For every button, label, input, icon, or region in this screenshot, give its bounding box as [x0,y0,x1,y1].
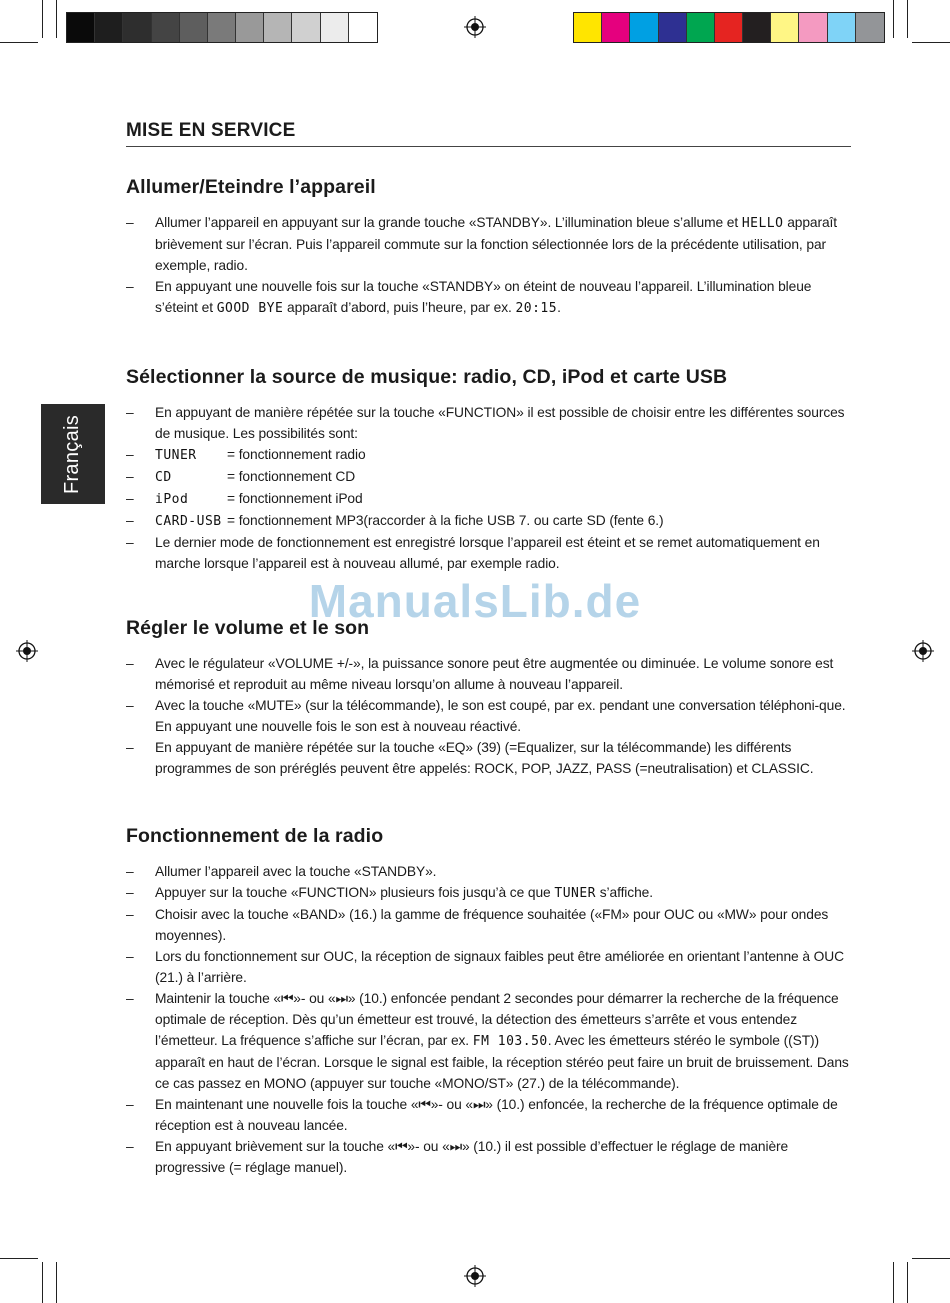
mode-desc: = fonctionnement CD [227,469,356,484]
section-source [126,366,851,574]
list-item: – En appuyant de manière répétée sur la touche «EQ» (39) (=Equalizer, sur la télécommande) les différents programmes de son préréglés peuvent être appelés: ROCK, POP, JAZZ, PASS (=neutralisation) et CLASSIC. [126,737,851,779]
crop-mark [0,42,38,43]
bullet-list [126,861,851,1178]
process-color-bar [573,12,885,43]
list-item [126,946,851,988]
list-item [126,988,851,1094]
bullet-list [126,402,851,574]
list-item [126,402,851,532]
bullet-list [126,212,851,319]
crop-mark [907,1262,908,1303]
color-swatch [180,13,208,42]
crop-mark [912,42,950,43]
section-heading: Fonctionnement de la radio [126,825,384,847]
color-swatch [828,13,856,42]
bullet-list [126,653,851,779]
color-swatch [715,13,743,42]
list-item [126,532,851,574]
color-swatch [67,13,95,42]
item-text: apparaît brièvement sur l’écran. Puis l’appareil commute sur la fonction sélectionnée lors de la précédente utilisation, par exemple, radio. [155,215,838,273]
section-heading: Allumer/Eteindre l’appareil [126,176,376,198]
mode-code: iPod [155,492,189,507]
grayscale-color-bar [66,12,378,43]
item-text: Maintenir la touche «⏮»- ou «⏭» (10.) enfoncée pendant 2 secondes pour démarrer la recherche de la fréquence optimale de réception. Dès qu’un émetteur est trouvé, la détection des émetteurs s’arrête et vous entendez l’émetteur. La fréquence s’affiche sur l’écran, par ex. [155,991,839,1048]
item-text: apparaît d’abord, puis l’heure, par ex. [283,300,516,315]
color-swatch [659,13,687,42]
color-swatch [687,13,715,42]
crop-mark [56,1262,57,1303]
color-swatch [799,13,827,42]
mode-item [126,466,851,488]
registration-mark-icon [464,1265,486,1287]
color-swatch [743,13,771,42]
color-swatch [630,13,658,42]
color-swatch [292,13,320,42]
item-text: . Avec les émetteurs stéréo le symbole ((ST)) apparaît en haut de l’écran. Lorsque le signal est faible, la réception stéréo peut faire un bruit de bruissement. Dans ce cas passez en MONO (appuyer sur touche «MONO/ST» (27.) de la télécommande). [155,1033,849,1091]
item-text: Lors du fonctionnement sur OUC, la réception de signaux faibles peut être améliorée en orientant l’antenne à OUC (21.) à l’arrière. [155,949,845,985]
mode-code: CD [155,470,172,485]
list-item [126,904,851,946]
section-heading: Régler le volume et le son [126,617,370,639]
item-text: . [557,300,561,315]
section-heading: Sélectionner la source de musique: radio, CD, iPod et carte USB [126,366,728,388]
lcd-text: FM 103.50 [472,1034,548,1049]
crop-mark [42,0,43,38]
section-volume [126,617,851,779]
registration-mark-icon [912,640,934,662]
color-swatch [771,13,799,42]
color-swatch [208,13,236,42]
item-text: Le dernier mode de fonctionnement est enregistré lorsque l’appareil est éteint et se remet automatiquement en marche lorsque l’appareil est à nouveau allumé, par exemple radio. [155,535,820,571]
language-tab [41,404,105,504]
mode-item [126,488,851,510]
item-text: s’affiche. [596,885,653,900]
crop-mark [0,1258,38,1259]
item-text: En maintenant une nouvelle fois la touche «⏮»- ou «⏭» (10.) enfoncée, la recherche de la fréquence optimale de réception est à nouveau lancée. [155,1097,838,1133]
item-text: Allumer l’appareil en appuyant sur la grande touche «STANDBY». L’illumination bleue s’allume et [155,215,742,230]
item-text: En appuyant de manière répétée sur la touche «FUNCTION» il est possible de choisir entre les différentes sources de musique. Les possibilités sont: [155,405,845,441]
item-text: Allumer l’appareil avec la touche «STANDBY». [155,864,437,879]
item-text: En appuyant brièvement sur la touche «⏮»- ou «⏭» (10.) il est possible d’effectuer le réglage de manière progressive (= réglage manuel). [155,1139,789,1175]
crop-mark [42,1262,43,1303]
mode-desc: = fonctionnement iPod [227,491,363,506]
list-item [126,212,851,276]
color-swatch [602,13,630,42]
mode-code: TUNER [155,448,197,463]
list-item: – Avec le régulateur «VOLUME +/-», la puissance sonore peut être augmentée ou diminuée. Le volume sonore est mémorisé et reproduit au même niveau lorsqu’on allume à nouveau l’appareil. [126,653,851,695]
color-swatch [264,13,292,42]
mode-code: CARD-USB [155,514,222,529]
list-item [126,861,851,882]
list-item: – Avec la touche «MUTE» (sur la télécommande), le son est coupé, par ex. pendant une conversation téléphoni-que. En appuyant une nouvelle fois le son est à nouveau réactivé. [126,695,851,737]
color-swatch [95,13,123,42]
section-power [126,176,851,319]
title-divider [126,146,851,147]
item-text: Choisir avec la touche «BAND» (16.) la gamme de fréquence souhaitée («FM» pour OUC ou «MW» pour ondes moyennes). [155,907,829,943]
color-swatch [123,13,151,42]
lcd-text: TUNER [554,886,597,901]
list-item [126,882,851,904]
page-title: MISE EN SERVICE [126,120,296,141]
color-swatch [856,13,884,42]
section-radio [126,825,851,1178]
lcd-text: GOOD BYE [216,301,284,316]
item-text: Appuyer sur la touche «FUNCTION» plusieurs fois jusqu’à ce que [155,885,555,900]
color-swatch [349,13,377,42]
mode-item [126,444,851,466]
registration-mark-icon [464,16,486,38]
list-item [126,276,851,319]
lcd-text: 20:15 [515,301,558,316]
mode-desc: = fonctionnement radio [227,447,366,462]
mode-list [126,444,851,532]
crop-mark [912,1258,950,1259]
crop-mark [893,0,894,38]
registration-mark-icon [16,640,38,662]
crop-mark [56,0,57,38]
list-item [126,1094,851,1136]
color-swatch [574,13,602,42]
language-tab-label: Français [61,414,84,494]
color-swatch [152,13,180,42]
color-swatch [321,13,349,42]
crop-mark [893,1262,894,1303]
lcd-text: HELLO [741,216,784,231]
mode-item [126,510,851,532]
color-swatch [236,13,264,42]
mode-desc: = fonctionnement MP3(raccorder à la fiche USB 7. ou carte SD (fente 6.) [227,513,664,528]
watermark: ManualsLib.de [308,575,642,627]
crop-mark [907,0,908,38]
list-item [126,1136,851,1178]
item-text: En appuyant une nouvelle fois sur la touche «STANDBY» on éteint de nouveau l’appareil. L’illumination bleue s’éteint et [155,279,812,315]
